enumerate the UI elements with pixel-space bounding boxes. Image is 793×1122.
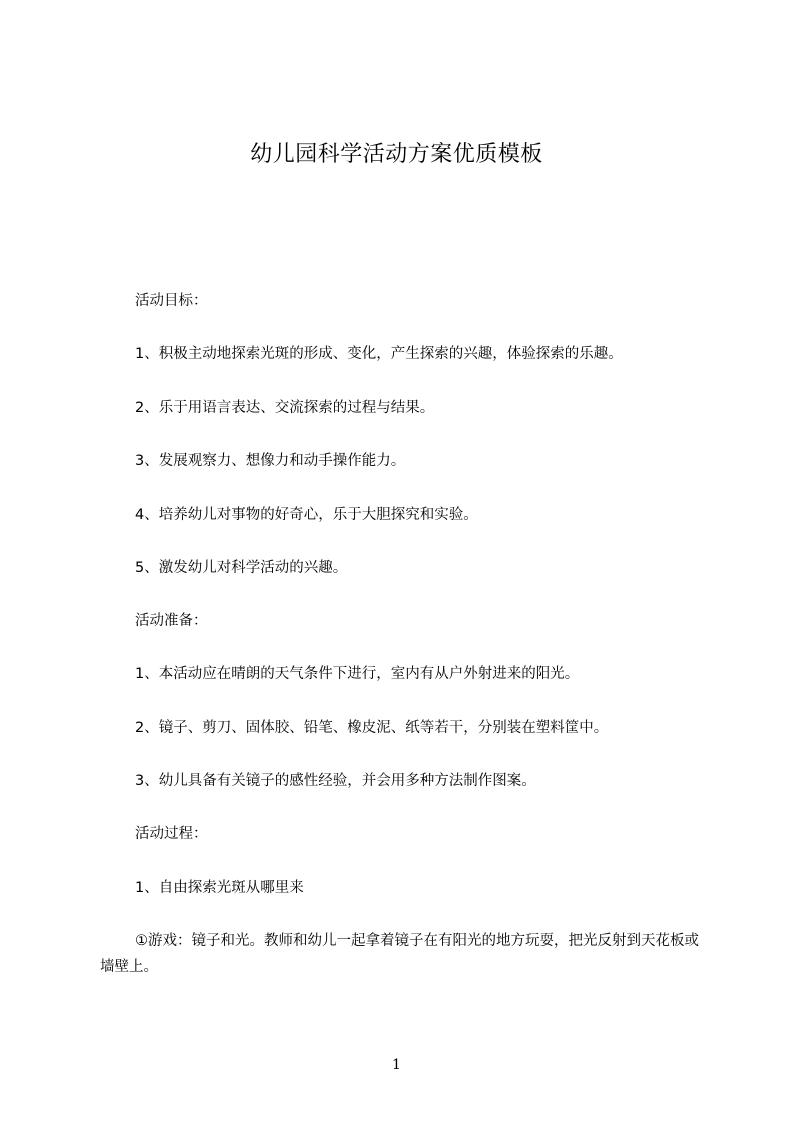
- paragraph: 4、培养幼儿对事物的好奇心，乐于大胆探究和实验。: [135, 507, 478, 523]
- section-heading-preparation: 活动准备：: [135, 613, 208, 629]
- paragraph: 3、发展观察力、想像力和动手操作能力。: [135, 453, 406, 469]
- paragraph: 1、积极主动地探索光斑的形成、变化，产生探索的兴趣，体验探索的乐趣。: [135, 346, 623, 362]
- paragraph: 1、本活动应在晴朗的天气条件下进行，室内有从户外射进来的阳光。: [135, 666, 580, 682]
- paragraph: 3、幼儿具备有关镜子的感性经验，并会用多种方法制作图案。: [135, 773, 536, 789]
- paragraph: 5、激发幼儿对科学活动的兴趣。: [135, 560, 348, 576]
- document-title: 幼儿园科学活动方案优质模板: [250, 142, 543, 167]
- paragraph: ①游戏：镜子和光。教师和幼儿一起拿着镜子在有阳光的地方玩耍，把光反射到天花板或墙壁上。: [100, 933, 699, 975]
- paragraph: 2、乐于用语言表达、交流探索的过程与结果。: [135, 400, 435, 416]
- page-number: 1: [392, 1057, 401, 1073]
- paragraph: 2、镜子、剪刀、固体胶、铅笔、橡皮泥、纸等若干，分别装在塑料筐中。: [135, 720, 609, 736]
- section-heading-goals: 活动目标：: [135, 293, 208, 309]
- paragraph: 1、自由探索光斑从哪里来: [135, 880, 304, 896]
- section-heading-process: 活动过程：: [135, 826, 208, 842]
